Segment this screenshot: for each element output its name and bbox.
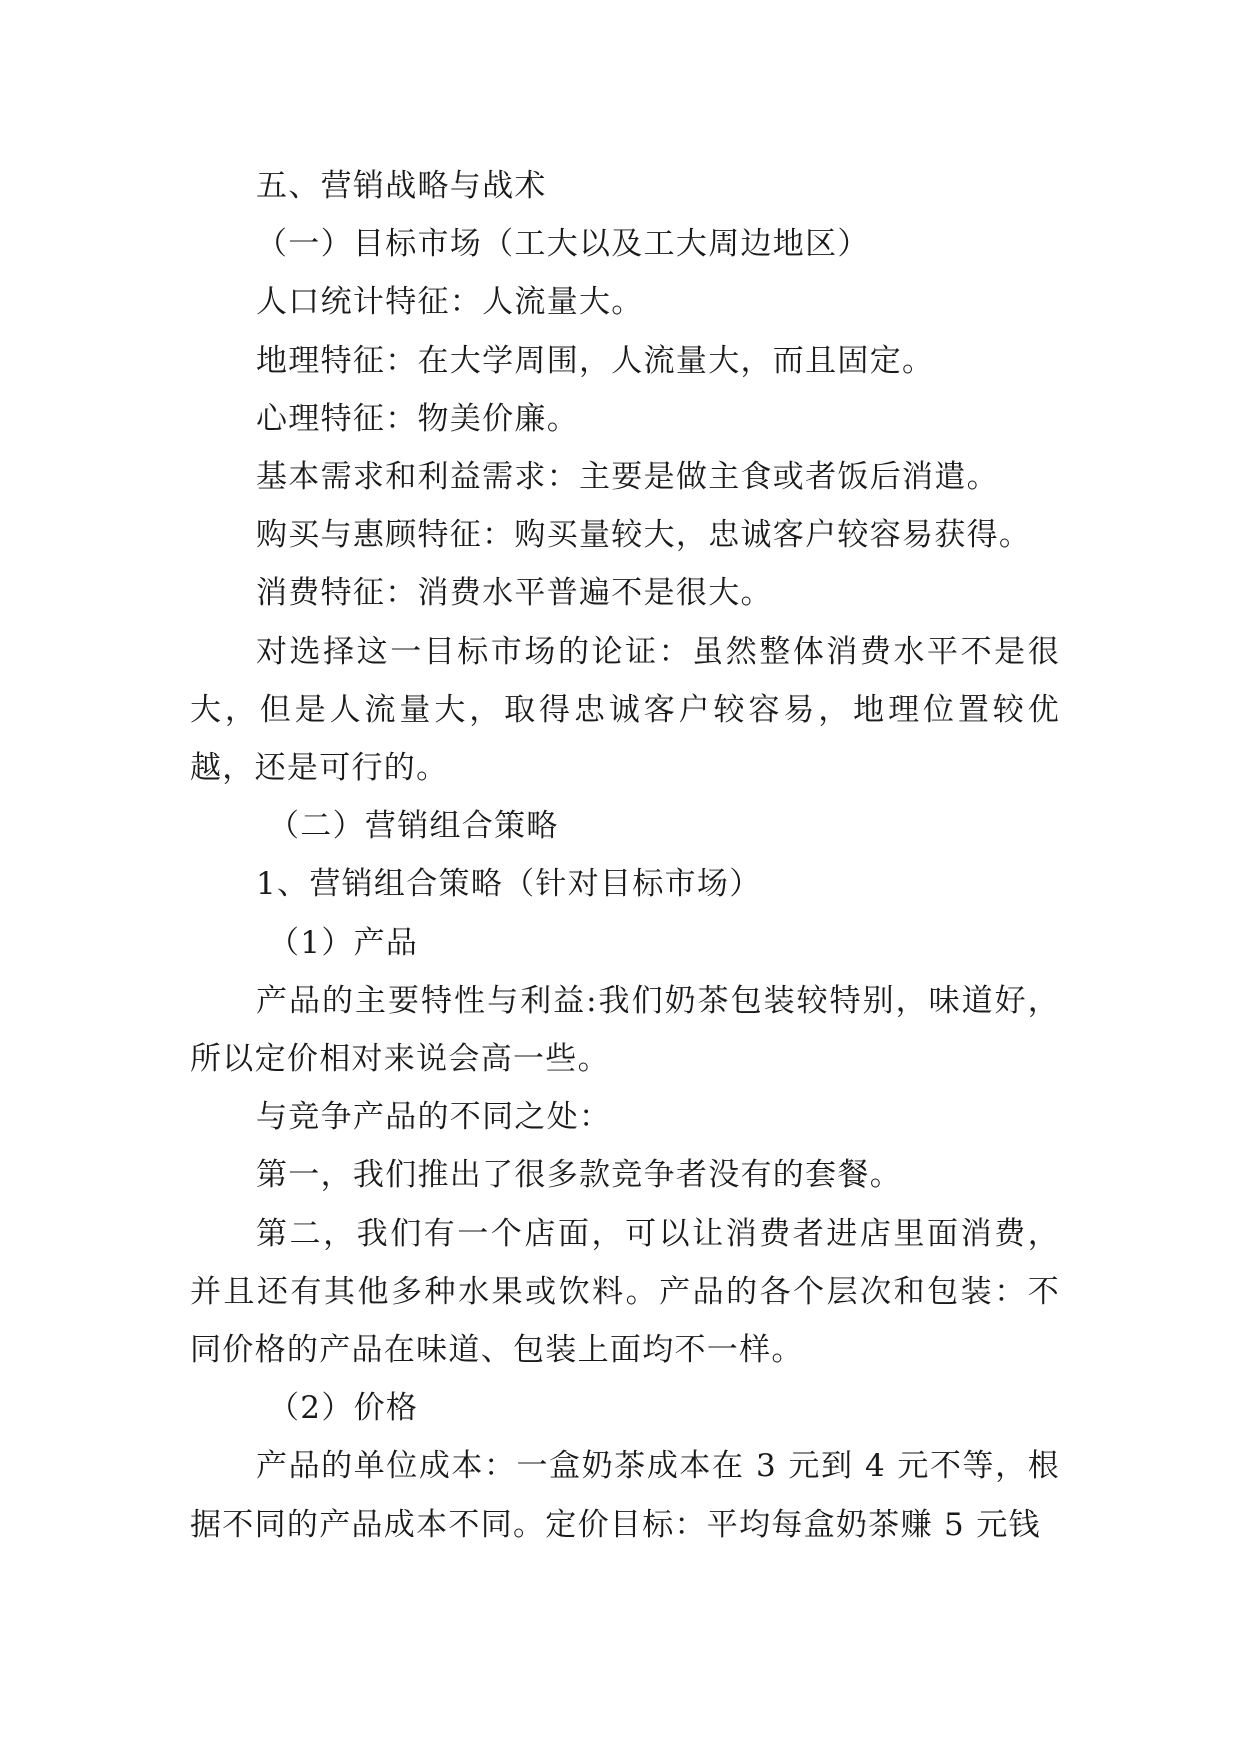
paragraph: 购买与惠顾特征：购买量较大，忠诚客户较容易获得。 bbox=[256, 517, 1032, 554]
paragraph: 地理特征：在大学周围，人流量大，而且固定。 bbox=[256, 342, 935, 379]
item-heading: （2）价格 bbox=[268, 1390, 419, 1427]
paragraph: 对选择这一目标市场的论证：虽然整体消费水平不是很大，但是人流量大，取得忠诚客户较容易，地理位置较优越，还是可行的。 bbox=[190, 633, 1060, 787]
paragraph: 产品的主要特性与利益:我们奶茶包装较特别，味道好，所以定价相对来说会高一些。 bbox=[190, 982, 1060, 1078]
paragraph: 第一，我们推出了很多款竞争者没有的套餐。 bbox=[256, 1157, 902, 1194]
subsection-heading: （一）目标市场（工大以及工大周边地区） bbox=[256, 226, 870, 263]
paragraph: 基本需求和利益需求：主要是做主食或者饭后消遣。 bbox=[256, 459, 999, 496]
paragraph: 与竞争产品的不同之处： bbox=[256, 1099, 612, 1136]
paragraph: 第二，我们有一个店面，可以让消费者进店里面消费，并且还有其他多种水果或饮料。产品的各个层次和包装：不同价格的产品在味道、包装上面均不一样。 bbox=[190, 1215, 1060, 1369]
paragraph: 心理特征：物美价廉。 bbox=[256, 400, 579, 437]
paragraph: 产品的单位成本：一盒奶茶成本在 3 元到 4 元不等，根据不同的产品成本不同。定价目标：平均每盒奶茶赚 5 元钱 bbox=[190, 1448, 1060, 1543]
paragraph: 消费特征：消费水平普遍不是很大。 bbox=[256, 575, 773, 612]
subsection-heading: （二）营销组合策略 bbox=[268, 808, 559, 845]
paragraph: 人口统计特征：人流量大。 bbox=[256, 284, 644, 321]
section-heading: 五、营销战略与战术 bbox=[256, 168, 547, 204]
item-heading: （1）产品 bbox=[268, 924, 419, 961]
item-heading: 1、营销组合策略（针对目标市场） bbox=[256, 866, 762, 903]
document-body bbox=[190, 157, 1060, 1554]
